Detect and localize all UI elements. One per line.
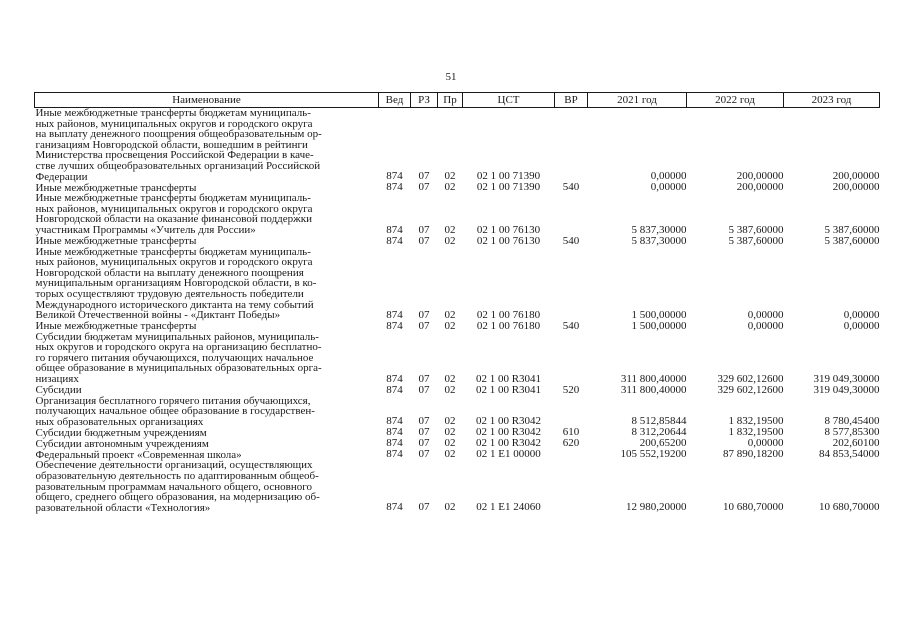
row-value-2023: 5 387,60000 [824,234,880,247]
col-header-2021: 2021 год [588,93,687,108]
row-cst: 02 1 00 71390 [476,181,541,194]
row-value-2022: 0,00000 [747,437,784,450]
row-value-2023: 10 680,70000 [819,501,880,514]
col-header-vr: ВР [555,93,588,108]
table-row [35,236,880,247]
row-name-line: Международного исторического диктанта на тему событий [35,298,314,311]
row-rz: 07 [418,308,430,321]
row-name-line: Новгородской области на выплату денежного поощрения [35,266,304,279]
row-value-2021: 311 800,40000 [620,383,687,396]
row-ved: 874 [386,234,403,247]
row-name-line: ных районов, муниципальных округов и городского округа [35,256,313,269]
row-value-2023: 0,00000 [843,308,880,321]
row-pr: 02 [444,372,456,385]
row-rz: 07 [418,415,430,428]
row-name-line: участникам Программы «Учитель для России» [35,223,256,236]
row-pr: 02 [444,426,456,439]
row-value-2021: 5 837,30000 [631,223,687,236]
row-name-line: Субсидии бюджетным учреждениям [35,426,207,439]
row-name-line: Иные межбюджетные трансферты бюджетам муниципаль- [35,107,311,119]
row-cst: 02 1 E1 00000 [476,448,541,461]
row-vr: 520 [562,383,580,396]
row-name-line: Организация бесплатного горячего питания обучающихся, [35,394,311,407]
row-name-line: разовательным программам начального общего, основного [35,480,312,493]
row-vr [555,193,588,235]
row-value-2023: 5 387,60000 [824,223,880,236]
col-header-rz: РЗ [411,93,438,108]
table-row [35,460,880,513]
row-value-2022: 1 832,19500 [728,415,784,428]
row-value-2021: 200,65200 [639,437,687,450]
row-value-2022: 10 680,70000 [723,501,784,514]
row-value-2023: 84 853,54000 [819,448,880,461]
row-value-2022: 200,00000 [736,181,784,194]
table-row [35,332,880,385]
row-value-2022: 329 602,12600 [717,383,784,396]
table-body [35,108,880,514]
budget-table [34,92,880,513]
row-rz: 07 [418,170,430,183]
row-value-2023: 200,00000 [832,170,880,183]
row-value-2022: 0,00000 [747,308,784,321]
row-value-2023: 8 577,85300 [824,426,880,439]
table-row [35,193,880,235]
row-name-line: ных районов, муниципальных округов и городского округа [35,202,313,215]
row-vr [555,460,588,513]
row-cst: 02 1 00 R3042 [475,415,542,428]
row-cst: 02 1 00 76130 [476,234,541,247]
row-cst: 02 1 00 R3042 [475,426,542,439]
table-row [35,108,880,183]
row-ved: 874 [386,415,403,428]
row-rz: 07 [418,234,430,247]
row-name-line: Федеральный проект «Современная школа» [35,448,242,461]
row-name-line: стве лучших общеобразовательных организаций Российской [35,159,321,172]
row-name-line: Обеспечение деятельности организаций, осуществляющих [35,459,313,472]
row-value-2021: 0,00000 [650,181,687,194]
row-value-2023: 200,00000 [832,181,880,194]
row-pr: 02 [444,223,456,236]
row-cst: 02 1 00 76130 [476,223,541,236]
row-name-line: Иные межбюджетные трансферты [35,234,197,247]
row-ved: 874 [386,426,403,439]
row-cst: 02 1 00 76180 [476,308,541,321]
row-value-2023: 319 049,30000 [813,372,880,385]
row-rz: 07 [418,437,430,450]
row-value-2021: 0,00000 [650,170,687,183]
row-cst: 02 1 00 76180 [476,319,541,332]
row-name-line: Иные межбюджетные трансферты [35,320,197,333]
col-header-2023: 2023 год [784,93,880,108]
row-value-2021: 1 500,00000 [631,319,687,332]
row-name-line: Новгородской области на оказание финансовой поддержки [35,213,312,226]
row-name-line: Иные межбюджетные трансферты бюджетам муниципаль- [35,245,311,258]
col-header-cst: ЦСТ [463,93,555,108]
row-ved: 874 [386,448,403,461]
row-pr: 02 [444,234,456,247]
table-row [35,247,880,321]
col-header-2022: 2022 год [687,93,784,108]
row-name-line: низациях [35,373,79,386]
row-name-line: получающих начальное общее образование в государствен- [35,405,315,418]
row-ved: 874 [386,437,403,450]
row-pr: 02 [444,319,456,332]
row-value-2022: 1 832,19500 [728,426,784,439]
row-cst: 02 1 00 R3041 [475,383,542,396]
table-row [35,396,880,428]
row-vr [555,247,588,321]
row-ved: 874 [386,181,403,194]
row-rz: 07 [418,223,430,236]
row-value-2021: 1 500,00000 [631,308,687,321]
row-vr [555,449,588,460]
row-value-2021: 311 800,40000 [620,372,687,385]
row-pr: 02 [444,308,456,321]
row-name-line: ных образовательных организациях [35,415,204,428]
row-value-2023: 319 049,30000 [813,383,880,396]
row-name [35,460,379,513]
row-name-line: Иные межбюджетные трансферты бюджетам муниципаль- [35,192,311,205]
row-pr: 02 [444,170,456,183]
row-name-line: общее образование в муниципальных образовательных орга- [35,362,322,375]
row-name [35,193,379,235]
row-ved: 874 [386,383,403,396]
row-name-line: Министерства просвещения Российской Федерации в каче- [35,149,314,162]
row-value-2021: 12 980,20000 [626,501,687,514]
row-value-2022: 329 602,12600 [717,372,784,385]
page-number: 51 [445,71,457,83]
row-name [35,332,379,385]
row-name-line: муниципальным организациям Новгородской области, в ко- [35,277,317,290]
row-name-line: го горячего питания обучающихся, получающих начальное [35,351,314,364]
row-name-line: ных округов и городского округа на организацию бесплатно- [35,341,322,354]
row-vr: 540 [562,319,580,332]
row-ved: 874 [386,308,403,321]
col-header-pr: Пр [438,93,463,108]
row-name [35,438,379,449]
row-vr [555,108,588,183]
row-pr: 02 [444,437,456,450]
row-rz: 07 [418,383,430,396]
row-name [35,385,379,396]
row-vr: 540 [562,234,580,247]
row-pr: 02 [444,415,456,428]
row-value-2023: 8 780,45400 [824,415,880,428]
row-value-2021: 5 837,30000 [631,234,687,247]
row-ved: 874 [386,372,403,385]
row-name-line: Субсидии [35,384,82,397]
row-name-line: Субсидии автономным учреждениям [35,437,209,450]
row-ved: 874 [386,223,403,236]
row-pr: 02 [444,448,456,461]
row-name-line: на выплату денежного поощрения общеобразовательным ор- [35,128,322,141]
table-row [35,385,880,396]
row-cst: 02 1 E1 24060 [476,501,541,514]
row-rz: 07 [418,319,430,332]
row-name [35,427,379,438]
row-rz: 07 [418,501,430,514]
col-header-ved: Вед [379,93,411,108]
row-vr: 540 [562,181,580,194]
row-pr: 02 [444,181,456,194]
row-name [35,247,379,321]
row-name [35,396,379,428]
row-value-2021: 105 552,19200 [620,448,687,461]
row-pr: 02 [444,501,456,514]
row-vr: 620 [562,437,580,450]
row-ved: 874 [386,319,403,332]
row-name-line: Субсидии бюджетам муниципальных районов, муниципаль- [35,330,319,343]
table-header-row [35,93,880,108]
row-rz: 07 [418,181,430,194]
row-pr: 02 [444,383,456,396]
row-name-line: Великой Отечественной войны - «Диктант Победы» [35,309,281,322]
row-name-line: ганизациям Новгородской области, вошедшим в рейтинги [35,138,308,151]
row-ved: 874 [386,170,403,183]
row-value-2023: 202,60100 [832,437,880,450]
row-value-2023: 0,00000 [843,319,880,332]
col-header-name: Наименование [35,93,379,108]
row-name-line: образовательную деятельность по адаптированным общеоб- [35,470,319,483]
row-name-line: ных районов, муниципальных округов и городского округа [35,117,313,130]
row-value-2021: 8 312,20644 [631,426,687,439]
row-name [35,108,379,183]
row-vr: 610 [562,426,580,439]
row-value-2022: 87 890,18200 [723,448,784,461]
row-value-2022: 5 387,60000 [728,234,784,247]
row-cst: 02 1 00 R3042 [475,437,542,450]
row-rz: 07 [418,372,430,385]
row-cst: 02 1 00 R3041 [475,372,542,385]
row-name [35,236,379,247]
row-rz: 07 [418,448,430,461]
row-name-line: торых осуществляют трудовую деятельность победители [35,287,304,300]
row-rz: 07 [418,426,430,439]
row-value-2022: 5 387,60000 [728,223,784,236]
row-value-2021: 8 512,85844 [631,415,687,428]
row-name-line: общего, среднего общего образования, на модернизацию об- [35,491,320,504]
row-name-line: Федерации [35,170,88,183]
row-name-line: разовательной области «Технология» [35,501,211,514]
row-value-2022: 200,00000 [736,170,784,183]
row-value-2022: 0,00000 [747,319,784,332]
row-name-line: Иные межбюджетные трансферты [35,181,197,194]
row-ved: 874 [386,501,403,514]
row-vr [555,332,588,385]
row-vr [555,396,588,428]
row-cst: 02 1 00 71390 [476,170,541,183]
